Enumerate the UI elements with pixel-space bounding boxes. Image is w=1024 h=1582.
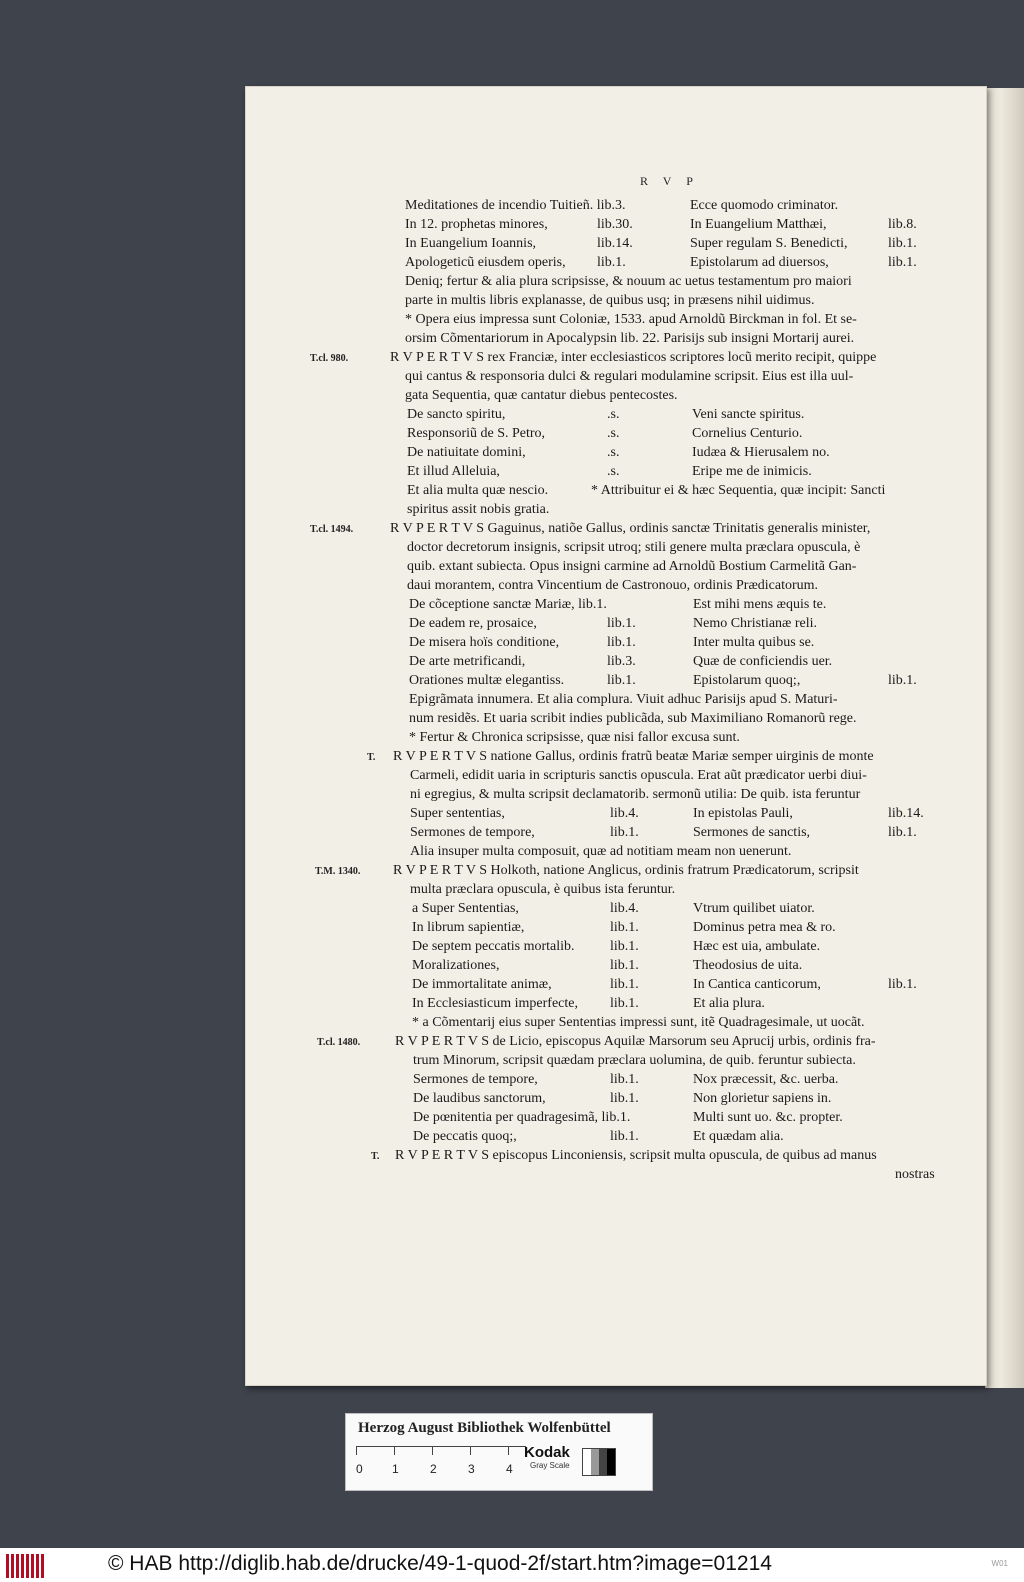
text-line: De cõceptione sanctæ Mariæ, lib.1. bbox=[409, 597, 607, 612]
text-line: * a Cõmentarij eius super Sententias impressi sunt, itẽ Quadragesimale, ut uocãt. bbox=[412, 1015, 865, 1030]
scale-number-1: 1 bbox=[392, 1462, 399, 1476]
incipit-text: In Euangelium Matthæi, bbox=[690, 217, 827, 232]
incipit-text: Super regulam S. Benedicti, bbox=[690, 236, 848, 251]
text-line: Sermones de tempore, bbox=[413, 1072, 538, 1087]
text-line: R V P E R T V S natione Gallus, ordinis fratrũ beatæ Mariæ semper uirginis de monte bbox=[393, 749, 874, 764]
book-count-right: lib.1. bbox=[888, 673, 917, 688]
hab-logo-icon bbox=[6, 1554, 46, 1578]
text-line: nostras bbox=[895, 1167, 935, 1182]
incipit-text: In Cantica canticorum, bbox=[693, 977, 821, 992]
text-line: * Fertur & Chronica scripsisse, quæ nisi fallor excusa sunt. bbox=[409, 730, 740, 745]
text-line: In Euangelium Ioannis, bbox=[405, 236, 537, 251]
incipit-text: Inter multa quibus se. bbox=[693, 635, 815, 650]
book-count: .s. bbox=[607, 464, 620, 479]
incipit-text: Theodosius de uita. bbox=[693, 958, 803, 973]
incipit-text: Nox præcessit, &c. uerba. bbox=[693, 1072, 839, 1087]
book-count: lib.1. bbox=[610, 996, 639, 1011]
text-line: Sermones de tempore, bbox=[410, 825, 535, 840]
book-count: .s. bbox=[607, 426, 620, 441]
page-text-area bbox=[245, 86, 987, 1386]
text-line: R V P E R T V S rex Franciæ, inter ecclesiasticos scriptores locũ merito recipit, quippe bbox=[390, 350, 877, 365]
text-line: R V P E R T V S episcopus Linconiensis, scripsit multa opuscula, de quibus ad manus bbox=[395, 1148, 877, 1163]
footer-mark: W01 bbox=[991, 1559, 1008, 1568]
incipit-text: Quæ de conficiendis uer. bbox=[693, 654, 833, 669]
book-count-right: lib.14. bbox=[888, 806, 924, 821]
text-line: daui morantem, contra Vincentium de Castronouo, ordinis Prædicatorum. bbox=[407, 578, 819, 593]
scale-number-2: 2 bbox=[430, 1462, 437, 1476]
incipit-text: Et alia plura. bbox=[693, 996, 765, 1011]
text-line: R V P E R T V S Gaguinus, natiõe Gallus, ordinis sanctæ Trinitatis generalis minister, bbox=[390, 521, 871, 536]
adjacent-page-edge bbox=[985, 88, 1024, 1388]
book-count-right: lib.1. bbox=[888, 825, 917, 840]
book-count: lib.30. bbox=[597, 217, 633, 232]
text-line: spiritus assit nobis gratia. bbox=[407, 502, 550, 517]
scale-number-0: 0 bbox=[356, 1462, 363, 1476]
incipit-text: Eripe me de inimicis. bbox=[692, 464, 812, 479]
incipit-text: Non glorietur sapiens in. bbox=[693, 1091, 832, 1106]
incipit-text: Et quædam alia. bbox=[693, 1129, 784, 1144]
text-line: * Opera eius impressa sunt Coloniæ, 1533. apud Arnoldũ Birckman in fol. Et se- bbox=[405, 312, 857, 327]
text-line: De arte metrificandi, bbox=[409, 654, 526, 669]
text-line: ni egregius, & multa scripsit declamatorib. sermonũ utilia: De quib. ista feruntur bbox=[410, 787, 861, 802]
text-line: De natiuitate domini, bbox=[407, 445, 526, 460]
book-count: lib.1. bbox=[610, 825, 639, 840]
book-count: lib.1. bbox=[597, 255, 626, 270]
book-count: .s. bbox=[607, 445, 620, 460]
scale-number-3: 3 bbox=[468, 1462, 475, 1476]
book-count: lib.1. bbox=[607, 616, 636, 631]
text-line: gata Sequentia, quæ cantatur diebus pentecostes. bbox=[405, 388, 678, 403]
book-count: lib.14. bbox=[597, 236, 633, 251]
incipit-text: * Attribuitur ei & hæc Sequentia, quæ incipit: Sancti bbox=[591, 483, 886, 498]
text-line: Orationes multæ elegantiss. bbox=[409, 673, 565, 688]
incipit-text: Multi sunt uo. &c. propter. bbox=[693, 1110, 843, 1125]
margin-date-note: T. bbox=[367, 752, 376, 763]
text-line: Super sententias, bbox=[410, 806, 505, 821]
book-count: lib.1. bbox=[610, 958, 639, 973]
book-page bbox=[245, 86, 987, 1386]
scale-number-4: 4 bbox=[506, 1462, 513, 1476]
text-line: num residẽs. Et uaria scribit indies publicãda, sub Maximiliano Romanorũ rege. bbox=[409, 711, 857, 726]
text-line: Et illud Alleluia, bbox=[407, 464, 500, 479]
book-count: lib.1. bbox=[610, 977, 639, 992]
incipit-text: Iudæa & Hierusalem no. bbox=[692, 445, 830, 460]
text-line: doctor decretorum insignis, scripsit utroq; stili genere multa præclara opuscula, è bbox=[407, 540, 861, 555]
text-line: multa præclara opuscula, è quibus ista feruntur. bbox=[410, 882, 676, 897]
margin-date-note: T.cl. 1480. bbox=[317, 1037, 361, 1048]
ruler-scale bbox=[356, 1446, 526, 1461]
text-line: Et alia multa quæ nescio. bbox=[407, 483, 549, 498]
incipit-text: Epistolarum ad diuersos, bbox=[690, 255, 829, 270]
incipit-text: Veni sancte spiritus. bbox=[692, 407, 805, 422]
library-scale-card bbox=[345, 1413, 653, 1491]
incipit-text: Hæc est uia, ambulate. bbox=[693, 939, 821, 954]
book-count: lib.1. bbox=[610, 1072, 639, 1087]
incipit-text: Ecce quomodo criminator. bbox=[690, 198, 839, 213]
kodak-subtitle: Gray Scale bbox=[530, 1461, 570, 1470]
text-line: a Super Sententias, bbox=[412, 901, 519, 916]
gray-scale-swatch bbox=[582, 1448, 616, 1476]
text-line: De misera hoïs conditione, bbox=[409, 635, 560, 650]
book-count: lib.1. bbox=[610, 939, 639, 954]
library-name: Herzog August Bibliothek Wolfenbüttel bbox=[358, 1420, 611, 1436]
book-count: lib.1. bbox=[610, 1129, 639, 1144]
text-line: parte in multis libris explanasse, de quibus usq; in præsens nihil uidimus. bbox=[405, 293, 815, 308]
incipit-text: Sermones de sanctis, bbox=[693, 825, 811, 840]
margin-date-note: T. bbox=[371, 1151, 380, 1162]
text-line: De pœnitentia per quadragesimã, lib.1. bbox=[413, 1110, 631, 1125]
text-line: In Ecclesiasticum imperfecte, bbox=[412, 996, 578, 1011]
book-count: lib.4. bbox=[610, 806, 639, 821]
kodak-logo: Kodak bbox=[524, 1444, 570, 1461]
incipit-text: Epistolarum quoq;, bbox=[693, 673, 801, 688]
text-line: De septem peccatis mortalib. bbox=[412, 939, 575, 954]
book-count: lib.1. bbox=[610, 1091, 639, 1106]
text-line: In 12. prophetas minores, bbox=[405, 217, 548, 232]
text-line: R V P E R T V S de Licio, episcopus Aquilæ Marsorum seu Aprucij urbis, ordinis fra- bbox=[395, 1034, 876, 1049]
text-line: De immortalitate animæ, bbox=[412, 977, 552, 992]
incipit-text: Cornelius Centurio. bbox=[692, 426, 803, 441]
book-count-right: lib.1. bbox=[888, 255, 917, 270]
text-line: Apologeticũ eiusdem operis, bbox=[405, 255, 566, 270]
incipit-text: Nemo Christianæ reli. bbox=[693, 616, 818, 631]
book-count-right: lib.1. bbox=[888, 236, 917, 251]
text-line: Carmeli, edidit uaria in scripturis sanctis opuscula. Erat aũt prædicator uerbi diui- bbox=[410, 768, 867, 783]
footer-copyright-url[interactable]: © HAB http://diglib.hab.de/drucke/49-1-quod-2f/start.htm?image=01214 bbox=[108, 1552, 772, 1575]
text-line: Meditationes de incendio Tuitieñ. lib.3. bbox=[405, 198, 626, 213]
text-line: Alia insuper multa composuit, quæ ad notitiam meam non uenerunt. bbox=[410, 844, 792, 859]
book-count: lib.1. bbox=[610, 920, 639, 935]
incipit-text: In epistolas Pauli, bbox=[693, 806, 793, 821]
book-count-right: lib.8. bbox=[888, 217, 917, 232]
text-line: De laudibus sanctorum, bbox=[413, 1091, 546, 1106]
book-count: lib.4. bbox=[610, 901, 639, 916]
footer-bar bbox=[0, 1548, 1024, 1582]
incipit-text: Dominus petra mea & ro. bbox=[693, 920, 836, 935]
running-head: R V P bbox=[640, 174, 699, 188]
text-line: Epigrãmata innumera. Et alia complura. Viuit adhuc Parisijs apud S. Maturi- bbox=[409, 692, 838, 707]
margin-date-note: T.cl. 980. bbox=[310, 353, 349, 364]
book-count: .s. bbox=[607, 407, 620, 422]
text-line: trum Minorum, scripsit quædam præclara uolumina, de quib. feruntur subiecta. bbox=[413, 1053, 856, 1068]
margin-date-note: T.cl. 1494. bbox=[310, 524, 354, 535]
text-line: quib. extant subiecta. Opus insigni carmine ad Arnoldũ Bostium Carmelitã Gan- bbox=[407, 559, 857, 574]
text-line: qui cantus & responsoria dulci & regulari modulamine scripsit. Eius est illa uul- bbox=[405, 369, 854, 384]
book-count: lib.1. bbox=[607, 635, 636, 650]
margin-date-note: T.M. 1340. bbox=[315, 866, 361, 877]
text-line: R V P E R T V S Holkoth, natione Anglicus, ordinis fratrum Prædicatorum, scripsit bbox=[393, 863, 859, 878]
text-line: De eadem re, prosaice, bbox=[409, 616, 537, 631]
text-line: In librum sapientiæ, bbox=[412, 920, 525, 935]
incipit-text: Vtrum quilibet uiator. bbox=[693, 901, 815, 916]
text-line: De sancto spiritu, bbox=[407, 407, 506, 422]
text-line: Moralizationes, bbox=[412, 958, 500, 973]
text-line: De peccatis quoq;, bbox=[413, 1129, 517, 1144]
text-line: orsim Cõmentariorum in Apocalypsin lib. 22. Parisijs sub insigni Mortarij aurei. bbox=[405, 331, 855, 346]
book-count: lib.1. bbox=[607, 673, 636, 688]
text-line: Deniq; fertur & alia plura scripsisse, & nouum ac uetus testamentum pro maiori bbox=[405, 274, 852, 289]
book-count-right: lib.1. bbox=[888, 977, 917, 992]
book-count: lib.3. bbox=[607, 654, 636, 669]
text-line: Responsoriũ de S. Petro, bbox=[407, 426, 546, 441]
incipit-text: Est mihi mens æquis te. bbox=[693, 597, 827, 612]
